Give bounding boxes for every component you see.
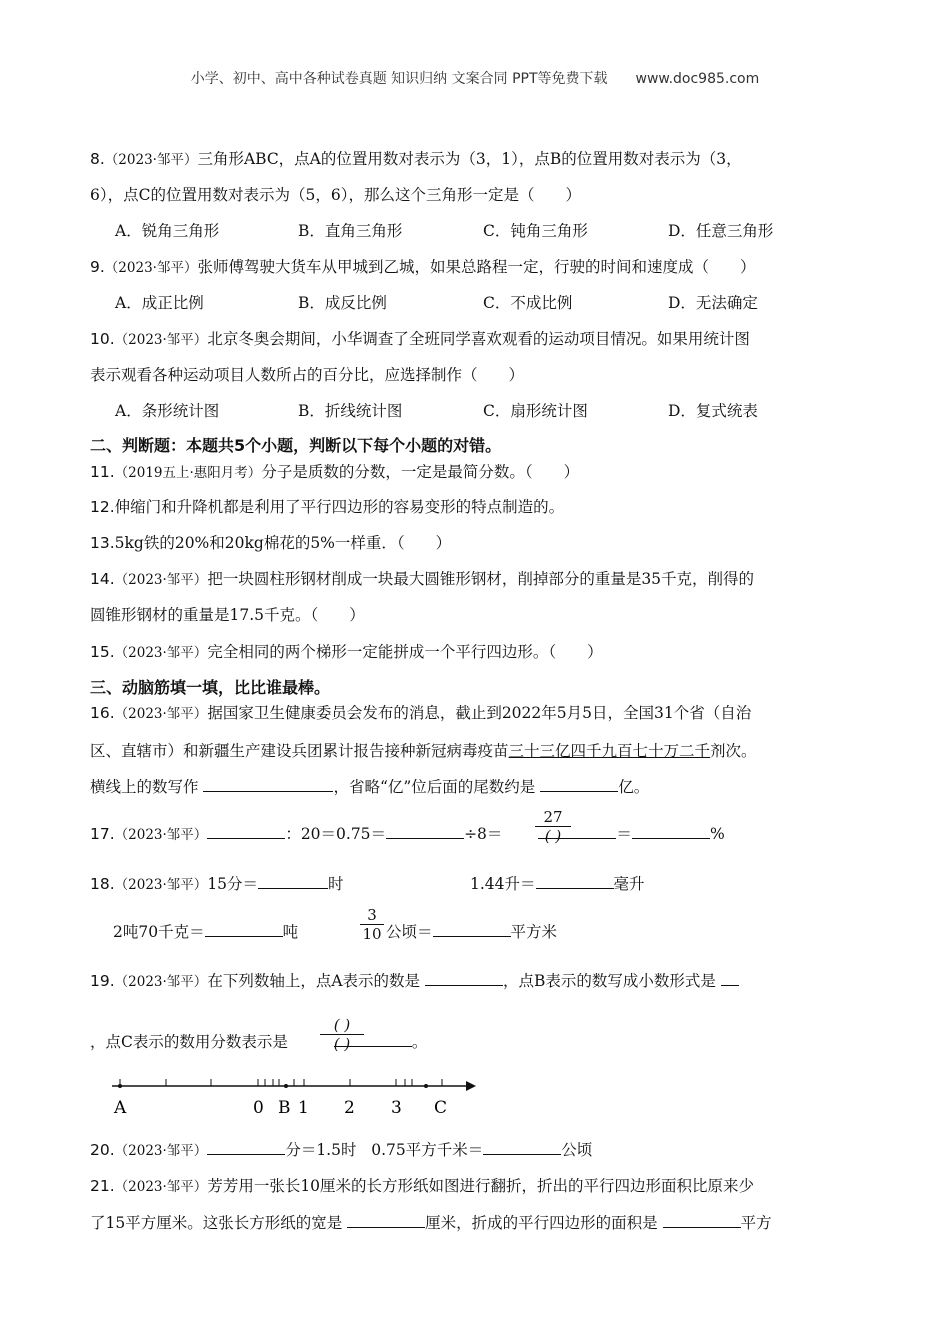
point-a-dot bbox=[118, 1084, 122, 1088]
q9-option-a: A．成正比例 bbox=[115, 294, 204, 312]
q18-blank-3[interactable] bbox=[205, 922, 283, 937]
q16-line2: 区、直辖市）和新疆生产建设兵团累计报告接种新冠病毒疫苗三十三亿四千九百七十万二千剂次。 bbox=[90, 742, 757, 760]
axis-label-2: 2 bbox=[344, 1098, 355, 1118]
q19-fraction: ( ) ( ) bbox=[320, 1016, 364, 1053]
q10-option-c: C．扇形统计图 bbox=[483, 402, 588, 420]
q10-option-b: B．折线统计图 bbox=[298, 402, 403, 420]
q10-option-d: D．复式统表 bbox=[668, 402, 758, 420]
q10-line1: 10.（2023·邹平）北京冬奥会期间，小华调查了全班同学喜欢观看的运动项目情况。如果用统计图 bbox=[90, 330, 750, 348]
number-line-arrow bbox=[466, 1081, 476, 1091]
number-line bbox=[108, 1070, 478, 1120]
axis-label-c: C bbox=[434, 1098, 448, 1118]
axis-label-1: 1 bbox=[298, 1098, 309, 1118]
q16-blank-2[interactable] bbox=[540, 777, 618, 792]
header-text: 小学、初中、高中各种试卷真题 知识归纳 文案合同 PPT等免费下载 bbox=[190, 71, 608, 87]
q17: 17.（2023·邹平） ：20＝0.75＝ ÷8＝ ＝ % bbox=[90, 825, 725, 843]
section-3-title: 三、动脑筋填一填，比比谁最棒。 bbox=[90, 678, 331, 697]
q9-option-b: B．成反比例 bbox=[298, 294, 387, 312]
q21-line1: 21.（2023·邹平）芳芳用一张长10厘米的长方形纸如图进行翻折，折出的平行四边形面积比原来少 bbox=[90, 1177, 755, 1195]
q18-part-b: 1.44升＝ 毫升 bbox=[470, 875, 645, 893]
axis-label-a: A bbox=[114, 1098, 127, 1118]
q13: 13.5kg铁的20%和20kg棉花的5%一样重．（ ） bbox=[90, 534, 452, 552]
q19-line1: 19.（2023·邹平）在下列数轴上，点A表示的数是 ，点B表示的数写成小数形式是 bbox=[90, 969, 739, 991]
q17-blank-1[interactable] bbox=[207, 824, 285, 839]
q17-fraction: 27 ( ) bbox=[535, 808, 571, 845]
q8-option-d: D．任意三角形 bbox=[668, 222, 774, 240]
q18-part-c: 2吨70千克＝ 吨 bbox=[113, 923, 299, 941]
q20-blank-2[interactable] bbox=[483, 1140, 561, 1155]
q8-line1: 8.（2023·邹平）三角形ABC，点A的位置用数对表示为（3，1），点B的位置用数对表示为（3， bbox=[90, 150, 742, 168]
q8-option-b: B．直角三角形 bbox=[298, 222, 403, 240]
point-b-dot bbox=[284, 1084, 288, 1088]
q21-blank-2[interactable] bbox=[663, 1213, 741, 1228]
point-c-dot bbox=[424, 1084, 428, 1088]
q14-line1: 14.（2023·邹平）把一块圆柱形钢材削成一块最大圆锥形钢材，削掉部分的重量是35千克，削得的 bbox=[90, 570, 755, 588]
axis-label-3: 3 bbox=[391, 1098, 402, 1118]
q15: 15.（2023·邹平）完全相同的两个梯形一定能拼成一个平行四边形。（ ） bbox=[90, 643, 603, 661]
q9-option-d: D．无法确定 bbox=[668, 294, 758, 312]
q12: 12.伸缩门和升降机都是利用了平行四边形的容易变形的特点制造的。 bbox=[90, 498, 565, 516]
q20: 20.（2023·邹平） 分＝1.5时 0.75平方千米＝ 公顷 bbox=[90, 1141, 593, 1159]
q9-option-c: C．不成比例 bbox=[483, 294, 573, 312]
q10-option-a: A．条形统计图 bbox=[115, 402, 220, 420]
q18-blank-4[interactable] bbox=[433, 922, 511, 937]
q20-blank-1[interactable] bbox=[207, 1140, 285, 1155]
q14-line2: 圆锥形钢材的重量是17.5千克。（ ） bbox=[90, 606, 365, 624]
q19-blank-1[interactable] bbox=[425, 971, 503, 986]
q19-blank-2[interactable] bbox=[721, 971, 739, 986]
header-site: www.doc985.com bbox=[635, 71, 760, 87]
q19-line2: ，点C表示的数用分数表示是 。 bbox=[90, 1033, 428, 1051]
q18-fraction: 3 10 bbox=[360, 906, 384, 943]
q18-blank-2[interactable] bbox=[536, 874, 614, 889]
q8-option-a: A．锐角三角形 bbox=[115, 222, 220, 240]
q9-line1: 9.（2023·邹平）张师傅驾驶大货车从甲城到乙城，如果总路程一定，行驶的时间和速度成（ ） bbox=[90, 258, 756, 276]
q8-option-c: C．钝角三角形 bbox=[483, 222, 588, 240]
section-2-title: 二、判断题：本题共5个小题，判断以下每个小题的对错。 bbox=[90, 436, 502, 455]
number-line-ticks bbox=[120, 1079, 442, 1086]
q21-blank-1[interactable] bbox=[347, 1213, 425, 1228]
q18-part-d: 公顷＝ 平方米 bbox=[386, 923, 558, 941]
q11: 11.（2019五上·惠阳月考）分子是质数的分数，一定是最简分数。（ ） bbox=[90, 463, 580, 481]
q21-line2: 了15平方厘米。这张长方形纸的宽是 厘米，折成的平行四边形的面积是 平方 bbox=[90, 1214, 772, 1232]
q16-blank-1[interactable] bbox=[203, 777, 333, 792]
q8-line2: 6），点C的位置用数对表示为（5，6），那么这个三角形一定是（ ） bbox=[90, 186, 581, 204]
q18-blank-1[interactable] bbox=[258, 874, 328, 889]
axis-label-b: B bbox=[278, 1098, 291, 1118]
q10-line2: 表示观看各种运动项目人数所占的百分比，应选择制作（ ） bbox=[90, 366, 525, 384]
q17-blank-2[interactable] bbox=[386, 824, 464, 839]
q16-line3: 横线上的数写作 ，省略“亿”位后面的尾数约是 亿。 bbox=[90, 778, 650, 796]
q18-line1: 18.（2023·邹平）15分＝ 时 bbox=[90, 875, 344, 893]
q17-blank-4[interactable] bbox=[632, 824, 710, 839]
q16-line1: 16.（2023·邹平）据国家卫生健康委员会发布的消息，截止到2022年5月5日，全国31个省（自治 bbox=[90, 704, 752, 722]
page-header bbox=[0, 68, 950, 88]
q16-underlined-number: 三十三亿四千九百七十万二千 bbox=[508, 742, 711, 760]
axis-label-0: 0 bbox=[253, 1098, 264, 1118]
